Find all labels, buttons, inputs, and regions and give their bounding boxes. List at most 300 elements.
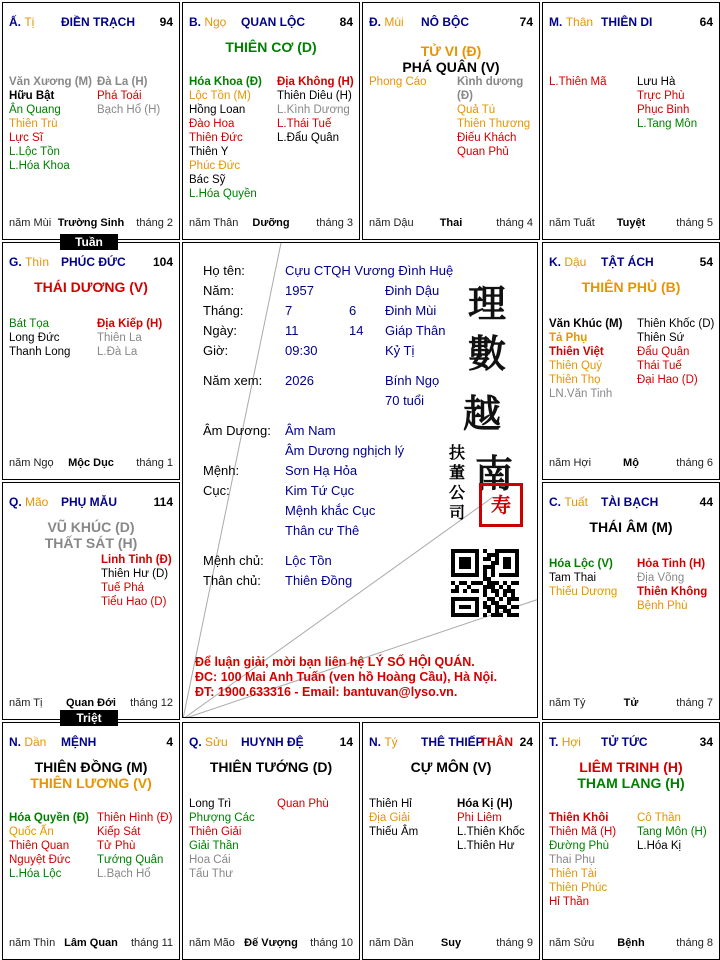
minor-star: Hóa Lộc (V) <box>549 558 613 570</box>
limit-year: năm Ngọ <box>9 457 54 469</box>
main-star: THẤT SÁT (H) <box>44 535 138 551</box>
minor-star: Đường Phù <box>549 840 609 852</box>
minor-star: L.Thiên Hư <box>457 840 515 852</box>
palace-letter: C. <box>549 495 561 509</box>
palace-header <box>189 735 353 751</box>
minor-star: Tang Môn (H) <box>637 826 707 838</box>
calligraphy-char: 理 <box>468 281 507 326</box>
palace-header <box>9 255 173 271</box>
minor-star: Giải Thần <box>189 840 239 852</box>
minor-star: L.Kình Dương <box>277 104 350 116</box>
minor-star: Tấu Thư <box>189 868 233 880</box>
palace-footer <box>369 937 533 951</box>
palace-cell-than[interactable] <box>542 2 720 240</box>
minor-star: L.Thiên Mã <box>549 76 607 88</box>
palace-branch <box>9 495 48 509</box>
minor-star: Bệnh Phù <box>637 600 688 612</box>
minor-star: Long Đức <box>9 332 60 344</box>
palace-name: TÀI BẠCH <box>601 495 659 509</box>
minor-star: Phượng Các <box>189 812 255 824</box>
value-menh: Sơn Hạ Hỏa <box>285 463 358 478</box>
palace-header <box>369 735 533 751</box>
main-star: PHÁ QUÂN (V) <box>402 59 500 75</box>
limit-month: tháng 10 <box>310 937 353 949</box>
minor-star: Văn Xương (M) <box>9 76 92 88</box>
palace-name: THIÊN DI <box>601 15 653 29</box>
minor-stars-left <box>189 797 255 881</box>
value-am-duong: Âm Nam <box>285 423 336 438</box>
main-star: THIÊN CƠ (D) <box>225 39 317 55</box>
palace-letter: Q. <box>9 495 22 509</box>
minor-star: Thiên Quý <box>549 360 603 372</box>
minor-stars-left <box>9 75 92 173</box>
palace-branch <box>549 255 586 269</box>
palace-branch <box>9 15 34 29</box>
palace-header <box>369 15 533 31</box>
value-ngay-am: 14 <box>349 323 364 338</box>
minor-stars-right <box>637 75 697 131</box>
value-gio: 09:30 <box>285 343 318 358</box>
minor-star: Địa Võng <box>637 572 685 584</box>
palace-name: HUYNH ĐỆ <box>241 735 304 749</box>
minor-star: Bạch Hổ (H) <box>97 104 161 116</box>
minor-star: LN.Văn Tinh <box>549 388 613 400</box>
minor-stars-right <box>97 811 172 881</box>
palace-header <box>549 255 713 271</box>
minor-star: Thiên Tài <box>549 868 597 880</box>
minor-stars-right <box>97 75 160 117</box>
limit-year: năm Thân <box>189 217 239 229</box>
palace-branch <box>9 255 49 269</box>
limit-month: tháng 11 <box>130 937 173 949</box>
minor-stars-left <box>549 811 616 909</box>
main-star: THAM LANG (H) <box>577 775 685 791</box>
minor-stars-left <box>549 75 607 89</box>
minor-star: Thiên Giải <box>189 826 242 838</box>
palace-branch-name: Mùi <box>384 15 404 29</box>
limit-month: tháng 2 <box>136 217 173 229</box>
contact-info <box>195 655 497 700</box>
label-than-chu: Thân chủ: <box>203 573 261 588</box>
limit-month: tháng 7 <box>676 697 713 709</box>
minor-star: L.Hóa Khoa <box>9 160 70 172</box>
life-phase: Thai <box>439 217 463 229</box>
palace-cell-dan[interactable] <box>2 722 180 960</box>
minor-star: Long Trì <box>189 798 232 810</box>
value-tuoi: 70 tuổi <box>385 393 425 408</box>
palace-score: 84 <box>339 15 353 29</box>
minor-star: Quan Phù <box>277 798 329 810</box>
life-phase: Lâm Quan <box>64 937 118 949</box>
value-ngay-can: Giáp Thân <box>385 323 446 338</box>
palace-score: 104 <box>152 255 173 269</box>
label-thang: Tháng: <box>203 303 244 318</box>
life-phase: Quan Đới <box>66 697 116 709</box>
palace-branch <box>549 735 581 749</box>
minor-star: Ân Quang <box>9 104 61 116</box>
palace-branch-name: Thìn <box>25 255 50 269</box>
calligraphy-char: 數 <box>468 331 507 376</box>
minor-star: L.Hóa Lộc <box>9 868 62 880</box>
value-gio-can: Kỷ Tị <box>385 343 415 358</box>
minor-star: Kình dương (Đ) <box>457 76 524 102</box>
minor-star: Tuế Phá <box>101 582 145 594</box>
label-am-duong: Âm Dương: <box>203 423 271 438</box>
palace-cell-tuat[interactable] <box>542 482 720 720</box>
minor-star: Thiên Trù <box>9 118 58 130</box>
palace-score: 14 <box>339 735 353 749</box>
palace-branch-name: Dậu <box>564 255 587 269</box>
minor-star: Lực Sĩ <box>9 132 43 144</box>
minor-star: Thiên Phúc <box>549 882 608 894</box>
minor-stars-left <box>9 811 89 881</box>
palace-cell-hoi[interactable] <box>542 722 720 960</box>
minor-star: L.Thái Tuế <box>277 118 332 130</box>
contact-line2: ĐC: 100 Mai Anh Tuấn (ven hồ Hoàng Cầu), Hà Nội. <box>195 670 498 684</box>
minor-star: Hóa Quyền (Đ) <box>9 812 89 824</box>
palace-letter: Ấ. <box>9 15 21 29</box>
value-thang-can: Đinh Mùi <box>385 303 437 318</box>
minor-star: Thiên Hỉ <box>369 798 412 810</box>
calligraphy-char: 南 <box>475 451 514 496</box>
minor-star: Thiên Quan <box>9 840 70 852</box>
palace-letter: B. <box>189 15 201 29</box>
minor-star: Thiên La <box>97 332 142 344</box>
minor-star: Đào Hoa <box>189 118 235 130</box>
life-phase: Tử <box>623 697 639 709</box>
palace-name: NÔ BỘC <box>421 15 469 29</box>
limit-year: năm Dần <box>369 937 414 949</box>
minor-star: Thai Phụ <box>549 854 596 866</box>
value-cuc-2: Mệnh khắc Cục <box>285 503 376 518</box>
palace-footer <box>549 457 713 471</box>
minor-star: Thiên Khốc (D) <box>637 318 715 330</box>
minor-stars-left <box>369 75 427 89</box>
minor-star: Quan Phủ <box>457 146 509 158</box>
minor-stars-left <box>549 557 617 599</box>
palace-branch-name: Dần <box>24 735 47 749</box>
palace-score: 74 <box>519 15 533 29</box>
minor-star: L.Bạch Hổ <box>97 868 151 880</box>
palace-branch-name: Ngọ <box>204 15 227 29</box>
palace-branch <box>369 735 398 749</box>
limit-month: tháng 12 <box>130 697 173 709</box>
life-phase: Suy <box>440 937 462 949</box>
limit-year: năm Thìn <box>9 937 56 949</box>
minor-stars-right <box>637 811 707 853</box>
palace-branch <box>369 15 404 29</box>
limit-year: năm Tý <box>549 697 586 709</box>
palace-cell-dau[interactable] <box>542 242 720 480</box>
palace-footer <box>549 217 713 231</box>
palace-branch-name: Thân <box>565 15 594 29</box>
value-ngay: 11 <box>285 323 299 338</box>
main-star: THIÊN TƯỚNG (D) <box>209 759 333 775</box>
label-ho-ten: Họ tên: <box>203 263 245 278</box>
minor-stars-right <box>457 75 539 159</box>
minor-star: Thiên Diêu (H) <box>277 90 352 102</box>
life-phase: Bệnh <box>617 937 645 949</box>
palace-footer <box>9 217 173 231</box>
main-star: LIÊM TRINH (H) <box>579 759 683 775</box>
minor-star: L.Hóa Kị <box>637 840 682 852</box>
palace-header <box>189 15 353 31</box>
palace-footer <box>9 697 173 711</box>
palace-name: QUAN LỘC <box>241 15 305 29</box>
minor-star: Thiên Việt <box>549 346 604 358</box>
minor-stars-right <box>277 75 354 145</box>
value-ho-ten: Cựu CTQH Vương Đình Huệ <box>285 263 454 278</box>
minor-star: Nguyệt Đức <box>9 854 71 866</box>
life-phase: Mộc Dục <box>68 457 114 469</box>
minor-star: Đà La (H) <box>97 76 148 88</box>
minor-star: Đẩu Quân <box>637 346 690 358</box>
main-star: TỬ VI (Đ) <box>420 43 482 59</box>
minor-star: Phong Cáo <box>369 76 427 88</box>
palace-branch-name: Tuất <box>564 495 588 509</box>
label-nam-xem: Năm xem: <box>203 373 263 388</box>
minor-star: Địa Kiếp (H) <box>97 318 163 330</box>
minor-star: Thiên Mã (H) <box>549 826 617 838</box>
minor-star: Lộc Tồn (M) <box>189 90 251 102</box>
limit-year: năm Sửu <box>549 937 595 949</box>
minor-star: Thiên Y <box>189 146 229 158</box>
minor-star: L.Đà La <box>97 346 138 358</box>
minor-star: Hữu Bật <box>9 90 55 102</box>
palace-cell-ty[interactable] <box>2 2 180 240</box>
palace-letter: Đ. <box>369 15 381 29</box>
palace-footer <box>9 457 173 471</box>
minor-star: Bác Sỹ <box>189 174 226 186</box>
minor-star: Hóa Kị (H) <box>457 798 513 810</box>
minor-star: L.Lộc Tồn <box>9 146 60 158</box>
life-phase: Trường Sinh <box>57 217 125 229</box>
palace-footer <box>9 937 173 951</box>
minor-star: Hồng Loan <box>189 104 246 116</box>
palace-name: PHỤ MẪU <box>61 495 117 509</box>
palace-letter: N. <box>9 735 21 749</box>
palace-branch-name: Tý <box>384 735 398 749</box>
palace-header <box>549 735 713 751</box>
value-nam: 1957 <box>285 283 314 298</box>
minor-stars-left <box>189 75 262 201</box>
palace-cell-suu[interactable] <box>182 722 360 960</box>
palace-score: 114 <box>153 495 173 509</box>
label-menh-chu: Mệnh chủ: <box>203 553 264 568</box>
palace-score: 94 <box>159 15 173 29</box>
minor-star: Địa Không (H) <box>277 76 354 88</box>
palace-letter: T. <box>549 735 559 749</box>
minor-star: Tam Thai <box>549 572 597 584</box>
value-cuc-3: Thân cư Thê <box>285 523 360 538</box>
qr-code-icon[interactable] <box>451 549 519 617</box>
minor-star: Thiên Sứ <box>637 332 685 344</box>
value-thang-am: 6 <box>349 303 357 318</box>
minor-star: Điếu Khách <box>457 132 517 144</box>
main-star: THÁI ÂM (M) <box>589 519 673 535</box>
minor-star: Bát Tọa <box>9 318 50 330</box>
limit-year: năm Tị <box>9 697 43 709</box>
limit-month: tháng 5 <box>676 217 713 229</box>
minor-star: Thiếu Âm <box>369 826 419 838</box>
palace-name: MỆNH <box>61 735 97 749</box>
minor-star: Thiên Hư (D) <box>101 568 169 580</box>
value-menh-chu: Lộc Tồn <box>285 553 332 568</box>
minor-star: Thái Tuế <box>637 360 682 372</box>
minor-stars-left <box>9 317 70 359</box>
palace-letter: M. <box>549 15 563 29</box>
minor-star: Quả Tú <box>457 104 496 116</box>
palace-footer <box>189 217 353 231</box>
palace-score: 54 <box>699 255 713 269</box>
limit-year: năm Tuất <box>549 217 595 229</box>
minor-star: Linh Tinh (Đ) <box>101 554 172 566</box>
calligraphy-small: 扶董公司 <box>449 443 466 522</box>
palace-header <box>9 15 173 31</box>
palace-branch <box>189 735 228 749</box>
main-star: THÁI DƯƠNG (V) <box>34 279 148 295</box>
minor-star: Văn Khúc (M) <box>549 318 623 330</box>
palace-cell-mao[interactable] <box>2 482 180 720</box>
minor-stars-right <box>637 557 707 613</box>
minor-stars-right <box>457 797 525 853</box>
minor-star: Tướng Quân <box>97 854 164 866</box>
limit-year: năm Dậu <box>369 217 414 229</box>
palace-footer <box>189 937 353 951</box>
palace-cell-ty2[interactable] <box>362 722 540 960</box>
minor-star: L.Thiên Khốc <box>457 826 525 838</box>
contact-line1: Để luận giải, mời bạn liên hệ LÝ SỐ HỘI QUÁN. <box>195 655 475 669</box>
main-star: THIÊN PHỦ (B) <box>581 279 681 295</box>
palace-letter: N. <box>369 735 381 749</box>
palace-cell-ngo[interactable] <box>182 2 360 240</box>
palace-name: TỬ TỨC <box>601 735 648 749</box>
minor-star: Lưu Hà <box>637 76 676 88</box>
minor-stars-left <box>549 317 622 401</box>
limit-year: năm Mão <box>189 937 235 949</box>
palace-branch <box>549 15 593 29</box>
palace-branch-name: Mão <box>25 495 49 509</box>
label-menh: Mệnh: <box>203 463 240 478</box>
minor-star: Thiên Đức <box>189 132 243 144</box>
main-star: CỰ MÔN (V) <box>410 759 492 775</box>
life-phase: Mộ <box>623 457 639 469</box>
palace-score: 34 <box>699 735 713 749</box>
minor-star: Thiên Thương <box>457 118 531 130</box>
minor-star: Thiên Thọ <box>549 374 601 386</box>
minor-star: L.Đẩu Quân <box>277 132 340 144</box>
minor-star: Đại Hao (D) <box>637 374 698 386</box>
minor-star: Địa Giải <box>369 812 410 824</box>
limit-month: tháng 3 <box>316 217 353 229</box>
value-thang: 7 <box>285 303 293 318</box>
palace-letter: K. <box>549 255 561 269</box>
palace-branch <box>9 735 46 749</box>
limit-year: năm Mùi <box>9 217 52 229</box>
minor-star: Tiểu Hao (D) <box>101 596 167 608</box>
contact-line3: ĐT: 1900.633316 - Email: bantuvan@lyso.vn. <box>195 685 458 699</box>
palace-cell-mui[interactable] <box>362 2 540 240</box>
palace-branch-name: Hợi <box>561 735 581 749</box>
palace-footer <box>369 217 533 231</box>
center-info-panel <box>182 242 538 718</box>
minor-star: Hỉ Thần <box>549 896 590 908</box>
minor-star: Phá Toái <box>97 90 142 102</box>
life-phase: Dưỡng <box>252 217 290 229</box>
value-cuc: Kim Tứ Cục <box>285 483 355 498</box>
palace-name: ĐIỀN TRẠCH <box>61 15 135 29</box>
minor-star: Phục Binh <box>637 104 690 116</box>
minor-star: Thiếu Dương <box>549 586 618 598</box>
minor-star: L.Hóa Quyền <box>189 188 257 200</box>
tuan-tag: Tuần <box>60 234 118 250</box>
value-nam-xem: 2026 <box>285 373 314 388</box>
minor-star: Tả Phụ <box>549 332 588 344</box>
minor-star: Tử Phù <box>97 840 136 852</box>
limit-year: năm Hợi <box>549 457 592 469</box>
palace-name: PHÚC ĐỨC <box>61 255 126 269</box>
minor-star: Thiên Không <box>637 586 708 598</box>
minor-star: Quốc Ấn <box>9 826 54 838</box>
minor-star: Hoa Cái <box>189 854 231 866</box>
minor-star: Hỏa Tinh (H) <box>637 558 706 570</box>
value-nam-xem-can: Bính Ngọ <box>385 373 440 388</box>
main-star: THIÊN ĐỒNG (M) <box>34 759 148 775</box>
minor-star: Thiên Khôi <box>549 812 609 824</box>
value-than-chu: Thiên Đồng <box>285 573 353 588</box>
palace-branch <box>549 495 588 509</box>
palace-header <box>9 495 173 511</box>
minor-star: Kiếp Sát <box>97 826 141 838</box>
label-ngay: Ngày: <box>203 323 237 338</box>
palace-footer <box>549 937 713 951</box>
than-marker: THÂN <box>479 735 513 749</box>
minor-star: Cô Thần <box>637 812 681 824</box>
calligraphy-char: 越 <box>463 391 502 436</box>
value-nam-can: Đinh Dậu <box>385 283 440 298</box>
palace-footer <box>549 697 713 711</box>
minor-stars-right <box>277 797 329 811</box>
palace-header <box>549 495 713 511</box>
limit-month: tháng 8 <box>676 937 713 949</box>
minor-star: Thanh Long <box>9 346 71 358</box>
limit-month: tháng 9 <box>496 937 533 949</box>
palace-name: TẬT ÁCH <box>601 255 654 269</box>
palace-header <box>9 735 173 751</box>
minor-star: Phi Liêm <box>457 812 502 824</box>
palace-cell-thin[interactable] <box>2 242 180 480</box>
minor-stars-left <box>369 797 418 839</box>
minor-star: Trực Phù <box>637 90 685 102</box>
value-am-duong-2: Âm Dương nghịch lý <box>285 443 405 458</box>
minor-star: Phúc Đức <box>189 160 241 172</box>
palace-letter: Q. <box>189 735 202 749</box>
palace-score: 44 <box>699 495 713 509</box>
palace-branch <box>189 15 226 29</box>
minor-stars-right <box>637 317 714 387</box>
seal-stamp: 寿 <box>479 483 523 527</box>
main-star: VŨ KHÚC (D) <box>47 519 135 535</box>
palace-header <box>549 15 713 31</box>
triet-tag: Triệt <box>60 710 118 726</box>
minor-stars-right <box>101 553 172 609</box>
limit-month: tháng 1 <box>136 457 173 469</box>
minor-star: Thiên Hình (Đ) <box>97 812 173 824</box>
main-star: THIÊN LƯƠNG (V) <box>30 775 152 791</box>
limit-month: tháng 4 <box>496 217 533 229</box>
palace-branch-name: Tị <box>24 15 35 29</box>
label-gio: Giờ: <box>203 343 229 358</box>
